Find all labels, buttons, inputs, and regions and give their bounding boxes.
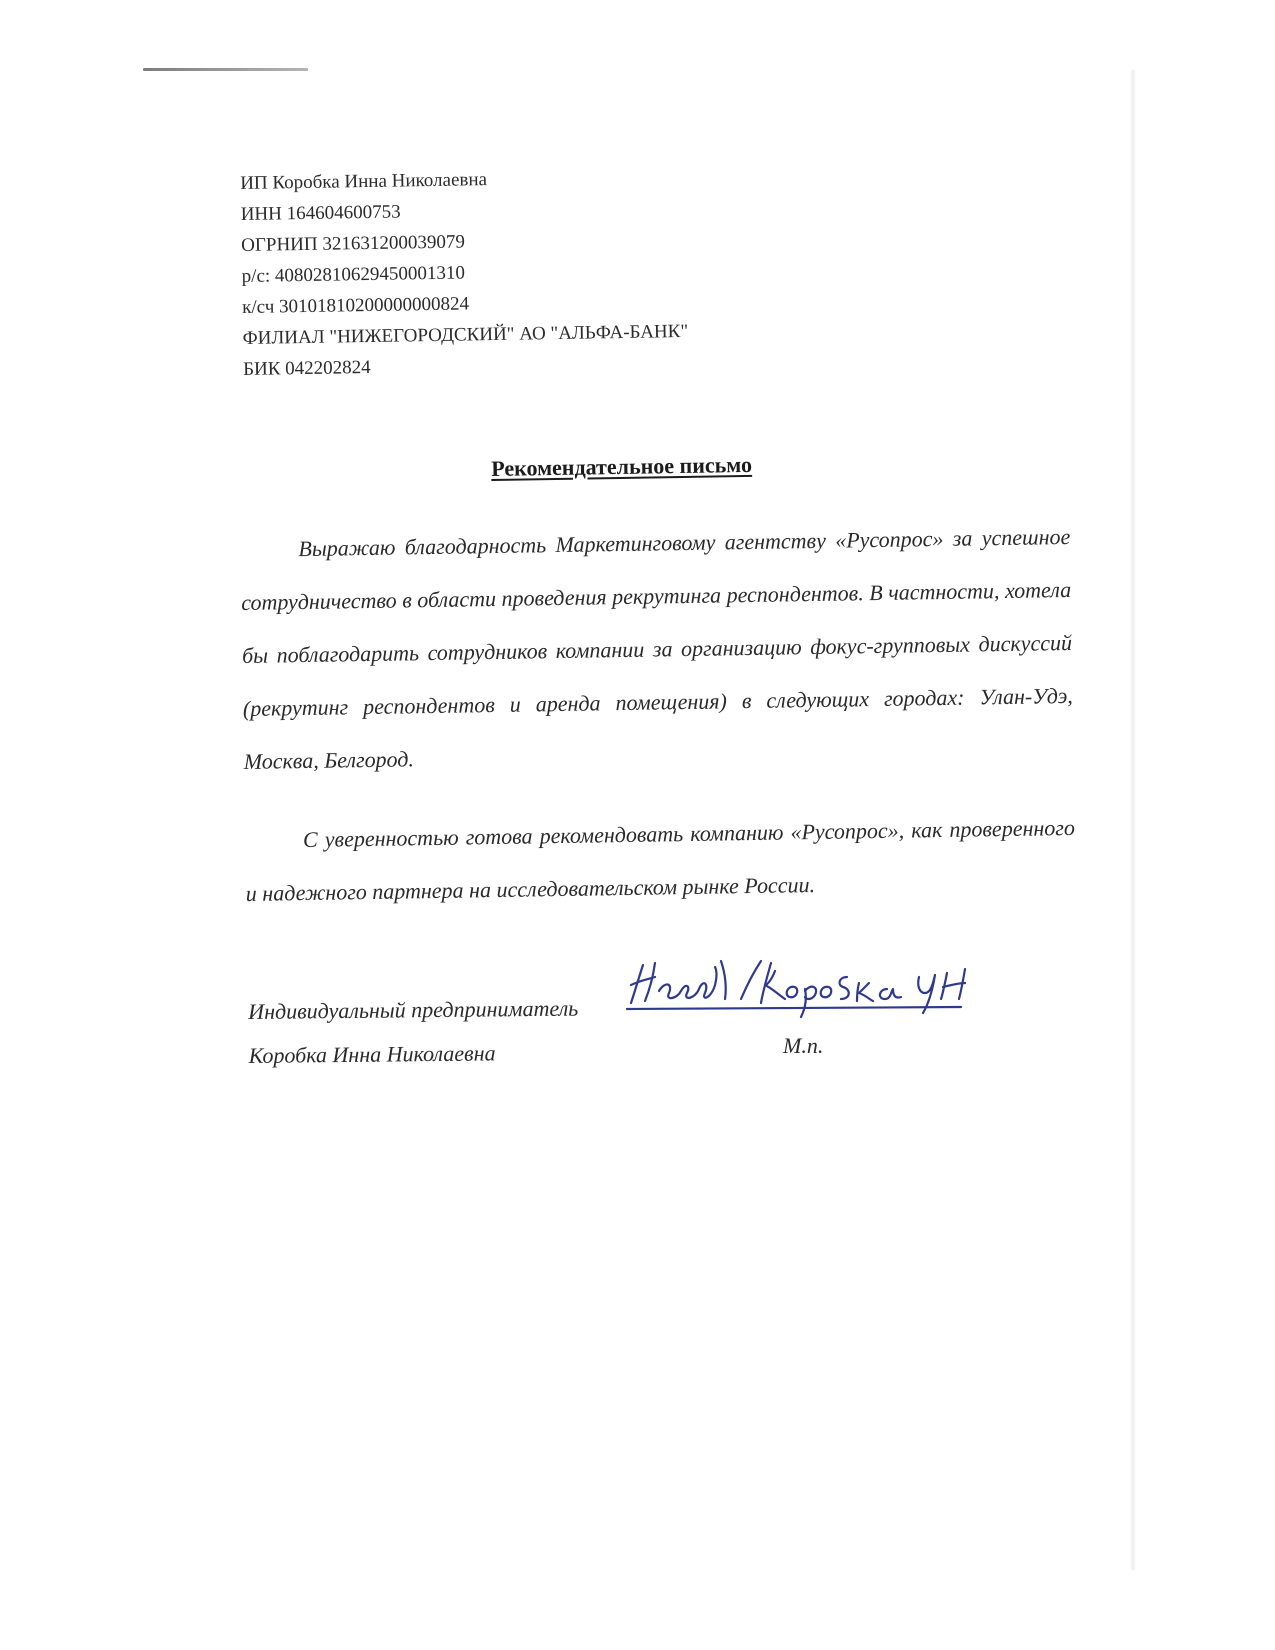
requisites-bik: БИК 042202824 bbox=[243, 356, 371, 380]
requisites-inn: ИНН 164604600753 bbox=[240, 201, 401, 225]
requisites-account: р/с: 40802810629450001310 bbox=[241, 262, 466, 287]
requisites-corr-account: к/сч 30101810200000000824 bbox=[242, 293, 470, 318]
letter-body bbox=[240, 510, 1077, 946]
requisites-bank: ФИЛИАЛ "НИЖЕГОРОДСКИЙ" АО "АЛЬФА-БАНК" bbox=[242, 320, 689, 349]
page-edge-shadow bbox=[1130, 70, 1136, 1570]
letter-paragraph-recommendation: С уверенностью готова рекомендовать компанию «Русопрос», как проверенного и надежного партнера на исследовательском рынке России. bbox=[245, 814, 1076, 906]
stamp-placeholder-label: М.п. bbox=[783, 1033, 824, 1058]
requisites-company: ИП Коробка Инна Николаевна bbox=[240, 169, 488, 194]
signer-role: Индивидуальный предприниматель bbox=[248, 995, 579, 1024]
requisites-ogrnip: ОГРНИП 321631200039079 bbox=[241, 231, 466, 256]
letter-title: Рекомендательное письмо bbox=[491, 451, 753, 481]
handwritten-signature bbox=[625, 955, 985, 1025]
signature-caption bbox=[248, 987, 579, 1078]
letter-paragraph-gratitude: Выражаю благодарность Маркетинговому агентству «Русопрос» за успешное сотрудничество в области проведения рекрутинга респондентов. В частности, хотела бы поблагодарить сотрудников компании за организацию фокус-групповых дискуссий (рекрутинг респондентов и аренда помещения) в следующих городах: Улан-Удэ, Москва, Белгород. bbox=[241, 523, 1074, 774]
signer-name: Коробка Инна Николаевна bbox=[248, 1040, 496, 1068]
requisites-block bbox=[240, 161, 689, 385]
scan-edge-mark bbox=[143, 68, 308, 71]
